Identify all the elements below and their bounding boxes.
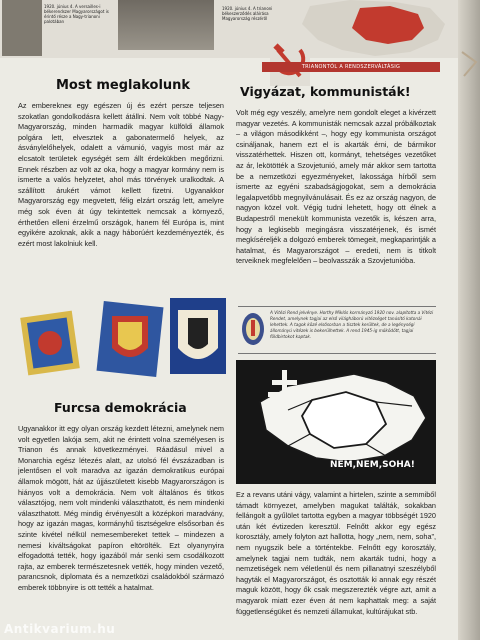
nem-nem-soha-map bbox=[236, 360, 436, 484]
watermark: Antikvarium.hu bbox=[4, 622, 116, 636]
photo-trianon bbox=[118, 0, 214, 50]
caption-left: 1920. június 4. A versailles-i békerendszer Magyarországot is érintő része a Nagy-trianoni palotában bbox=[44, 4, 109, 24]
ribbon-icon bbox=[458, 50, 480, 80]
heading-vigyazat: Vigyázat, kommunisták! bbox=[240, 84, 411, 99]
heading-furcsa-demokracia: Furcsa demokrácia bbox=[54, 400, 187, 415]
heading-most-meglakolunk: Most meglakolunk bbox=[56, 78, 191, 93]
paragraph-right-2: Ez a revans utáni vágy, valamint a hirtelen, szinte a semmiből támadt környezet, amelyben magukat találták, sokakban fellángolt a gyűlölet tartotta egyben a magyar többségét 1920 után két évtizeden keresztül. Felnőtt akkor egy egész korosztály, amely folyton azt hallotta, hogy „nem, nem, soha”, nem nyugszik bele a történtekbe. Felnőtt egy korosztály, amelynek tagjai nem tudták, nem akarták tudni, hogy a nemzetiségek nem véletlenül és nem pillanatnyi szeszélyből hagyták el Magyarországot, és osztották ki annak egy részét maguk között, hogy ők csak megszerezték végre azt, amit a magyarok miatt ezer éven át nem kaphattak meg: a saját függetlenségüket és nemzeti államukat, kultúrájukat stb. bbox=[236, 490, 436, 616]
paragraph-left-1: Az emberekneк egy egészen új és ezért persze teljesen szokatlan gondolkodásra kellett átállni. Nem volt többé Nagy-Magyarország, minden harmadik magyar külföldi államok polgára lett, elvesztek a gabonatermelő helyek, az ásványlelőhelyek, odalett a vámunió, vagyis most már az elcsatolt területek egységét sem állt érdekükben megőrizni. Ennek részben az volt az oka, hogy a magyar kormány nem is ismerte a valós helyzetet, ahol más törvények uralkodtak. A szállított árukért vámot kellett fizetni. Ugyanakkor Magyarország egy megvetett, félig elzárt ország lett, amelyre még sok éven át úgy tekintettek nemcsak a környező, érthetően elleni érzelmű országok, hanem fél Európa is, mint egyikére azoknak, akik a nagy háborúért kezdeményezték, és ezért most lakolniuk kell. bbox=[18, 101, 224, 248]
map-slogan: NEM,NEM,SOHA! bbox=[330, 460, 415, 470]
photo-left-small bbox=[2, 0, 42, 56]
caption-mid: 1920. június 4. A trianoni békeszerződés aláírása Magyarország részéről bbox=[222, 6, 273, 21]
section-banner: TRIANONTÓL A RENDSZERVÁLTÁSIG bbox=[262, 62, 440, 72]
vitezi-rend-caption-box bbox=[238, 306, 436, 354]
vitezi-rend-badge-icon bbox=[240, 311, 266, 347]
coats-of-arms-image bbox=[20, 296, 230, 378]
page-edge bbox=[458, 0, 480, 640]
hungary-map-top bbox=[290, 0, 450, 60]
paragraph-right-1: Volt még egy veszély, amelyre nem gondolt eleget a kivérzett magyar vezetés. A kommunisták nemcsak azzal próbálkoztak – a világon másodikként –, hogy egy kommunista országot csináljanak, hanem ezt el is akarták érni, de bármikor visszatérhettek. Hiszen ott, kormányt, tehetséges vezetőket az ár, lekötötték a Szovjetunió, amely már akkor sem tartotta be a nemzetközi egyezményeket, lakossága hírből sem ismerte az egyéni szabadságjogokat, sem a demokrácia legalapvetőbb megnyilvánulásait. És ez az ország nagyon, de nagyon közel volt. Végig tudni lehetett, hogy ott élnek a Budapestről menekült kommunista vezetők is, készen arra, hogy a legkisebb megingásra visszatérjenek, és ismét megkíséreljék a dolgozó emberek tömegeit, megkaparintják a hatalmat, és Magyarországot – eredeti, nem is titkolt terveiknek megfelelően – beolvasszák a Szovjetunióba. bbox=[236, 108, 436, 266]
vitezi-rend-caption: A Vitézi Rend jelvénye. Horthy Miklós kormányzó 1920 nov. alapította a Vitézi Rendet, amelynek tagjai az első világháború vitézséget tanúsító katonái lehettek. A tagok közé elsősorban a tisztek kerültek, de a legénységi állományú vitézek is bekerülhettek. A rend 1945-ig működött, tagjai földbirtokot kaptak. bbox=[270, 310, 434, 339]
paragraph-left-2: Ugyanakkor itt egy olyan ország kezdett létezni, amelynek nem volt egyetlen lakója sem, akit ne érintett volna személyesen is Trianon és annak következményei. Ráadásul mivel a Monarchia egész létezés alatt, az utolsó fél évszázadban is jelentősen el volt maradva az igazán demokratikus európai államok mögött, hát az újjászületett kisebb Magyarországon is hiányos volt a demokrácia. Nem volt általános és titkos választójog, nem volt mindenki választhatott, és nem mindenki választhatott. Még mindig érvényesült a középkori maradvány, hogy az igazán magas, kormányhű tisztségekre elsősorban és szinte kivétel nélkül nemesembereket tettek – mindezen a nemesi kiváltságokat papíron eltörölték. Ezt olyanynyira elfogadottá tették, hogy igazából már senki sem csodálkozott rajta, az emberek természetesnek vették, hogy minden vezető, parancsnok, diplomata és a nemzetközi családokból származó emberek többnyire is ott tették a hatalmat. bbox=[18, 424, 224, 592]
